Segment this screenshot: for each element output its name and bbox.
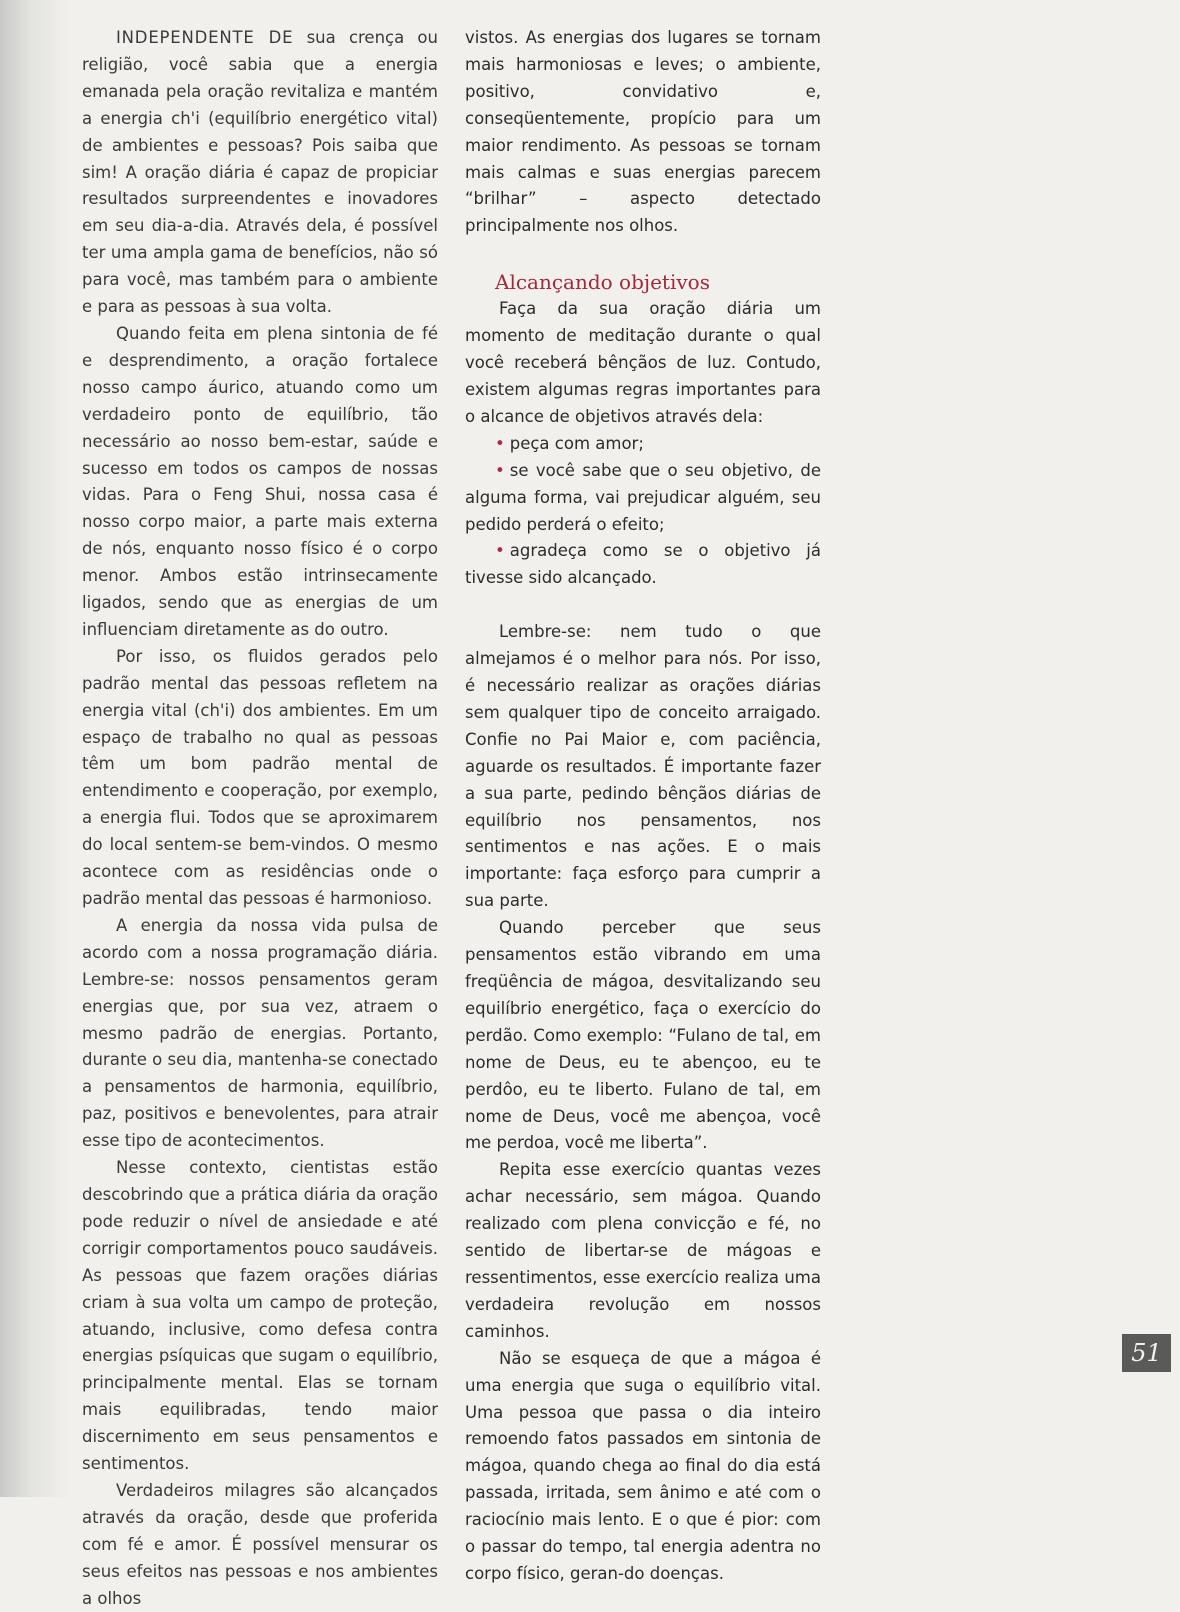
bullet-icon: • (495, 433, 505, 453)
page-gutter-shadow (0, 0, 70, 1497)
lead-caps: INDEPENDENTE DE (116, 28, 294, 47)
paragraph: Não se esqueça de que a mágoa é uma energia que suga o equilíbrio vital. Uma pessoa que passa o dia inteiro remoendo fatos passados em sintonia de mágoa, quando chega ao final do dia está passada, irritada, sem ânimo e até com o raciocínio mais lento. E o que é pior: com o passar do tempo, tal energia adentra no corpo físico, geran-do doenças. (465, 1348, 821, 1583)
page-number: 51 (1122, 1334, 1171, 1372)
rules-list (465, 431, 821, 592)
paragraph: Quando perceber que seus pensamentos estão vibrando em uma freqüência de mágoa, desvitalizando seu equilíbrio energético, faça o exercício do perdão. Como exemplo: “Fulano de tal, em nome de Deus, eu te abençoo, eu te perdôo, eu te liberto. Fulano de tal, em nome de Deus, você me abençoa, você me perdoa, você me liberta”. (465, 918, 821, 1153)
left-column (82, 25, 438, 1612)
bullet-icon: • (495, 541, 505, 561)
paragraph: Repita esse exercício quantas vezes achar necessário, sem mágoa. Quando realizado com plena convicção e fé, no sentido de libertar-se de mágoas e ressentimentos, esse exercício realiza uma verdadeira revolução em nossos caminhos. (465, 1160, 821, 1341)
paragraph: Por isso, os fluidos gerados pelo padrão mental das pessoas refletem na energia vital (ch'i) dos ambientes. Em um espaço de trabalho no qual as pessoas têm um bom padrão mental de entendimento e cooperação, por exemplo, a energia flui. Todos que se aproximarem do local sentem-se bem-vindos. O mesmo acontece com as residências onde o padrão mental das pessoas é harmonioso. (82, 646, 438, 908)
list-item-text: peça com amor; (509, 433, 644, 453)
list-item-text: agradeça como se o objetivo já tivesse sido alcançado. (465, 541, 821, 588)
paragraph: A energia da nossa vida pulsa de acordo com a nossa programação diária. Lembre-se: nossos pensamentos geram energias que, por sua vez, atraem o mesmo padrão de energias. Portanto, durante o seu dia, mantenha-se conectado a pensamentos de harmonia, equilíbrio, paz, positivos e benevolentes, para atrair esse tipo de acontecimentos. (82, 915, 438, 1151)
paragraph-text: sua crença ou religião, você sabia que a energia emanada pela oração revitaliza e mantém a energia ch'i (equilíbrio energético vital) de ambientes e pessoas? Pois saiba que sim! A oração diária é capaz de propiciar resultados surpreendentes e inovadores em seu dia-a-dia. Através dela, é possível ter uma ampla gama de benefícios, não só para você, mas também para o ambiente e para as pessoas à sua volta. (82, 28, 438, 317)
list-item (465, 538, 821, 592)
paragraph: Quando feita em plena sintonia de fé e desprendimento, a oração fortalece nosso campo áurico, atuando como um verdadeiro ponto de equilíbrio, tão necessário ao nosso bem-estar, saúde e sucesso em todos os campos de nossas vidas. Para o Feng Shui, nossa casa é nosso corpo maior, a parte mais externa de nós, enquanto nosso físico é o corpo menor. Ambos estão intrinsecamente ligados, sendo que as energias de um influenciam diretamente as do outro. (82, 323, 438, 639)
list-item (465, 431, 821, 458)
paragraph: Lembre-se: nem tudo o que almejamos é o melhor para nós. Por isso, é necessário realizar as orações diárias sem qualquer tipo de conceito arraigado. Confie no Pai Maior e, com paciência, aguarde os resultados. É importante fazer a sua parte, pedindo bênçãos diárias de equilíbrio nos pensamentos, nos sentimentos e nas ações. E o mais importante: faça esforço para cumprir a sua parte. (465, 622, 821, 911)
spacer (465, 592, 821, 619)
section-intro: Faça da sua oração diária um momento de meditação durante o qual você receberá bênçãos de luz. Contudo, existem algumas regras importantes para o alcance de objetivos através dela: (465, 299, 821, 426)
paragraph: Nesse contexto, cientistas estão descobrindo que a prática diária da oração pode reduzir o nível de ansiedade e até corrigir comportamentos pouco saudáveis. As pessoas que fazem orações diárias criam à sua volta um campo de proteção, atuando, inclusive, como defesa contra energias psíquicas que sugam o equilíbrio, principalmente mental. Elas se tornam mais equilibradas, tendo maior discernimento em seus pensamentos e sentimentos. (82, 1158, 438, 1474)
section-heading: Alcançando objetivos (495, 270, 710, 295)
paragraph-continuation: vistos. As energias dos lugares se tornam mais harmoniosas e leves; o ambiente, positivo, convidativo e, conseqüentemente, propício para um maior rendimento. As pessoas se tornam mais calmas e suas energias parecem “brilhar” – aspecto detectado principalmente nos olhos. (465, 28, 821, 236)
paragraph: Verdadeiros milagres são alcançados através da oração, desde que proferida com fé e amor. É possível mensurar os seus efeitos nas pessoas e nos ambientes a olhos (82, 1480, 438, 1608)
paragraph (82, 25, 438, 321)
right-column (465, 25, 821, 1588)
list-item-text: se você sabe que o seu objetivo, de alguma forma, vai prejudicar alguém, seu pedido perderá o efeito; (465, 460, 821, 534)
bullet-icon: • (495, 460, 505, 480)
list-item (465, 458, 821, 539)
